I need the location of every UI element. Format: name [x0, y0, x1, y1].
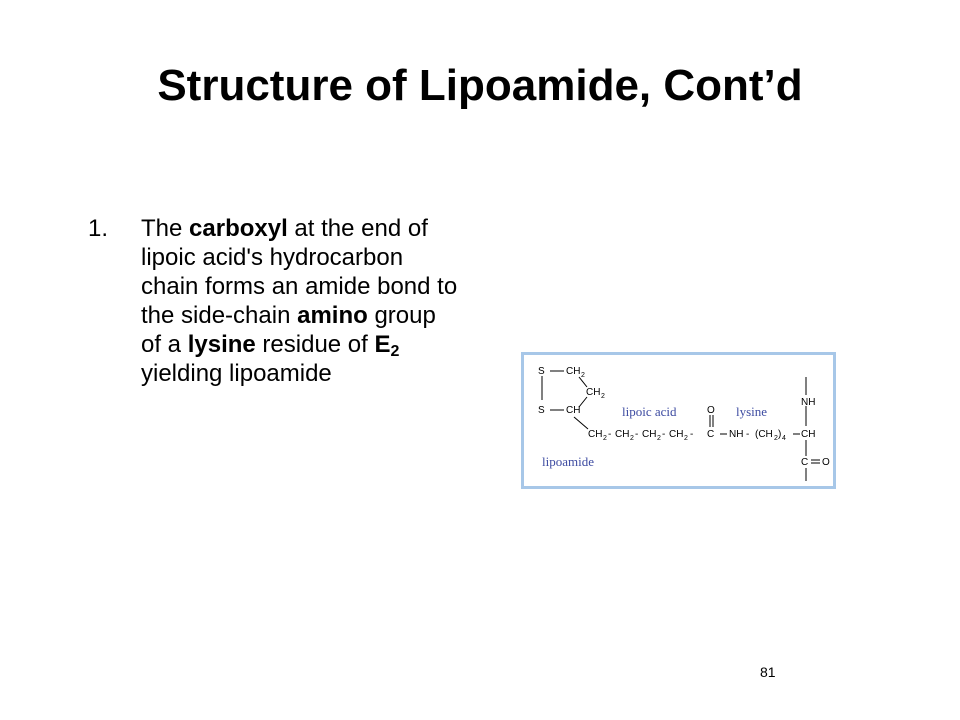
- atom-ch-ring: CH: [566, 405, 581, 416]
- atom-ch2-right: CH: [586, 387, 601, 398]
- atom-backbone-nh: NH: [801, 397, 816, 408]
- atom-amide-nh: NH: [729, 429, 744, 440]
- slide-title: Structure of Lipoamide, Cont’d: [157, 61, 803, 110]
- structure-diagram: [524, 355, 833, 486]
- atom-chain-ch2-3: CH: [642, 429, 657, 440]
- atom-lys-chain-sub-4: 4: [782, 435, 786, 442]
- lipoamide-structure-figure: [521, 352, 836, 489]
- term-e2: [374, 331, 399, 358]
- atom-amide-dash: -: [746, 429, 750, 440]
- atom-chain-ch2-4: CH: [669, 429, 684, 440]
- bond-ch-chain: [574, 417, 588, 429]
- text-span: The: [141, 215, 190, 242]
- text-span: residue of: [255, 331, 375, 358]
- atom-s-top: S: [538, 366, 545, 377]
- atom-s-bottom: S: [538, 405, 545, 416]
- atom-carbonyl-o: O: [707, 405, 715, 416]
- text-span: yielding lipoamide: [141, 360, 332, 387]
- page-number: 81: [760, 664, 776, 680]
- atom-chain-sub-4: 2: [684, 435, 688, 442]
- atom-chain-ch2-2: CH: [615, 429, 630, 440]
- atom-alpha-ch: CH: [801, 429, 816, 440]
- atom-chain-dash-1: -: [608, 429, 612, 440]
- term-e2-letter: E: [374, 331, 391, 358]
- atom-chain-sub-1: 2: [603, 435, 607, 442]
- label-lipoic-acid: lipoic acid: [622, 404, 677, 419]
- atom-backbone-o: O: [822, 457, 830, 468]
- term-lysine: lysine: [187, 331, 256, 358]
- atom-ch2-top-sub: 2: [581, 372, 585, 379]
- term-carboxyl: carboxyl: [189, 215, 288, 242]
- atom-carbonyl-c: C: [707, 429, 715, 440]
- atom-lys-chain: (CH: [755, 429, 773, 440]
- atom-lys-chain-close: ): [778, 429, 782, 440]
- text-span: at the end of lipoic acid's hydrocarbon chain forms an amide bond to the side-chain: [141, 215, 458, 329]
- label-lysine: lysine: [736, 404, 768, 419]
- text-span: group of a: [141, 302, 436, 358]
- list-item-text: [141, 214, 461, 388]
- atom-ch2-top: CH: [566, 366, 581, 377]
- atom-ch2-right-sub: 2: [601, 393, 605, 400]
- atom-chain-ch2-1: CH: [588, 429, 603, 440]
- term-e2-subscript: 2: [390, 343, 400, 360]
- atom-chain-sub-3: 2: [657, 435, 661, 442]
- atom-backbone-c: C: [801, 457, 809, 468]
- atom-chain-dash-2: -: [635, 429, 639, 440]
- atom-lys-chain-sub-2: 2: [774, 435, 778, 442]
- atom-chain-dash-3: -: [662, 429, 666, 440]
- list-item-number: 1.: [88, 215, 109, 242]
- atom-chain-dash-4: -: [690, 429, 694, 440]
- atom-chain-sub-2: 2: [630, 435, 634, 442]
- label-lipoamide: lipoamide: [542, 454, 594, 469]
- term-amino: amino: [297, 302, 368, 329]
